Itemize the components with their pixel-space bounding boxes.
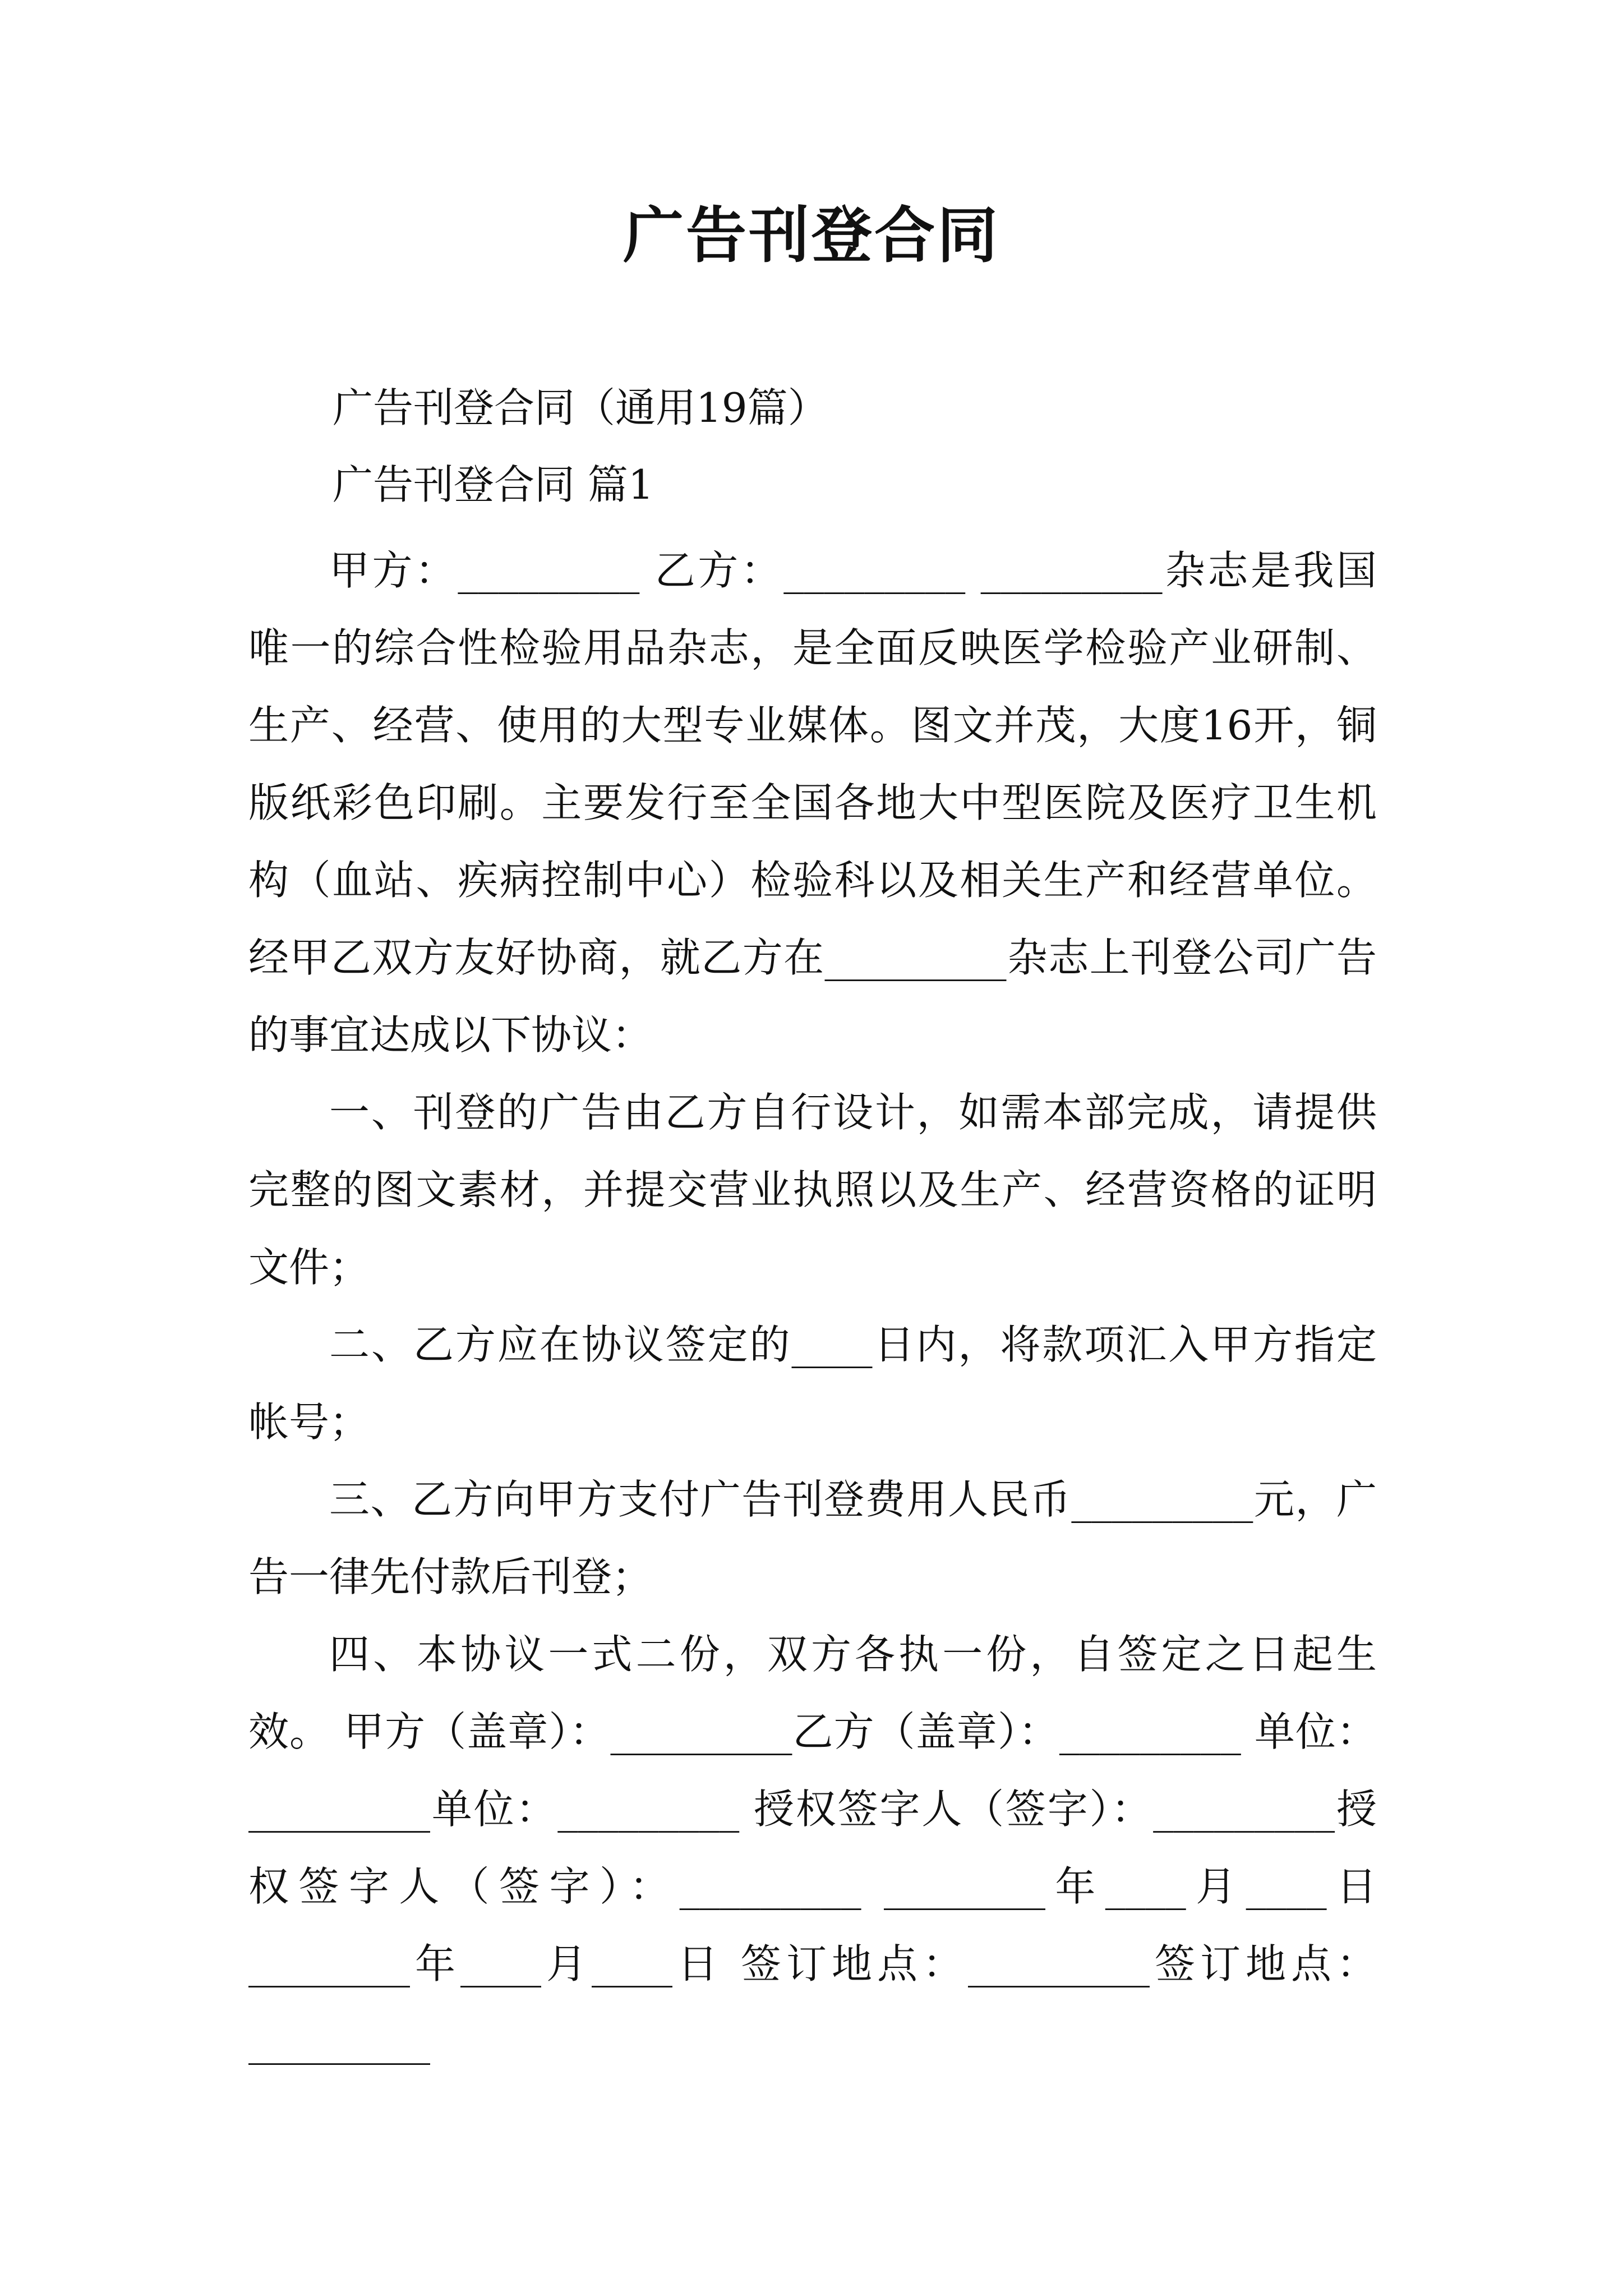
paragraph-clause-3: 三、乙方向甲方支付广告刊登费用人民币_________元，广告一律先付款后刊登； [248, 1476, 1377, 1600]
paragraph-intro: 甲方：_________ 乙方：_________ _________杂志是我国唯一的综合性检验用品杂志，是全面反映医学检验产业研制、生产、经营、使用的大型专业媒体。图文并茂，大度16开，铜版纸彩色印刷。主要发行至全国各地大中型医院及医疗卫生机构（血站、疾病控制中心）检验科以及相关生产和经营单位。 经甲乙双方友好协商，就乙方在_________杂志上刊登公司广告的事宜达成以下协议： [248, 547, 1377, 1059]
paragraph-clause-1: 一、刊登的广告由乙方自行设计，如需本部完成，请提供完整的图文素材，并提交营业执照以及生产、经营资格的证明文件； [248, 1089, 1377, 1291]
document-title: 广告刊登合同 [623, 200, 1000, 271]
paragraph-clause-2: 二、乙方应在协议签定的____日内，将款项汇入甲方指定帐号； [248, 1321, 1377, 1446]
paragraph-clause-4-signatures: 四、本协议一式二份，双方各执一份，自签定之日起生效。 甲方（盖章）：_________乙方（盖章）：_________ 单位：_________单位：_________ 授权签字人（签字）：_________授权签字人（签字）：_________ ________年____月____日________年____月____日 签订地点：_________签订地点：_________ [248, 1631, 1377, 2065]
article-heading: 广告刊登合同 篇1 [333, 461, 654, 508]
document-body [248, 532, 1377, 2080]
document-subtitle: 广告刊登合同（通用19篇） [333, 384, 828, 431]
